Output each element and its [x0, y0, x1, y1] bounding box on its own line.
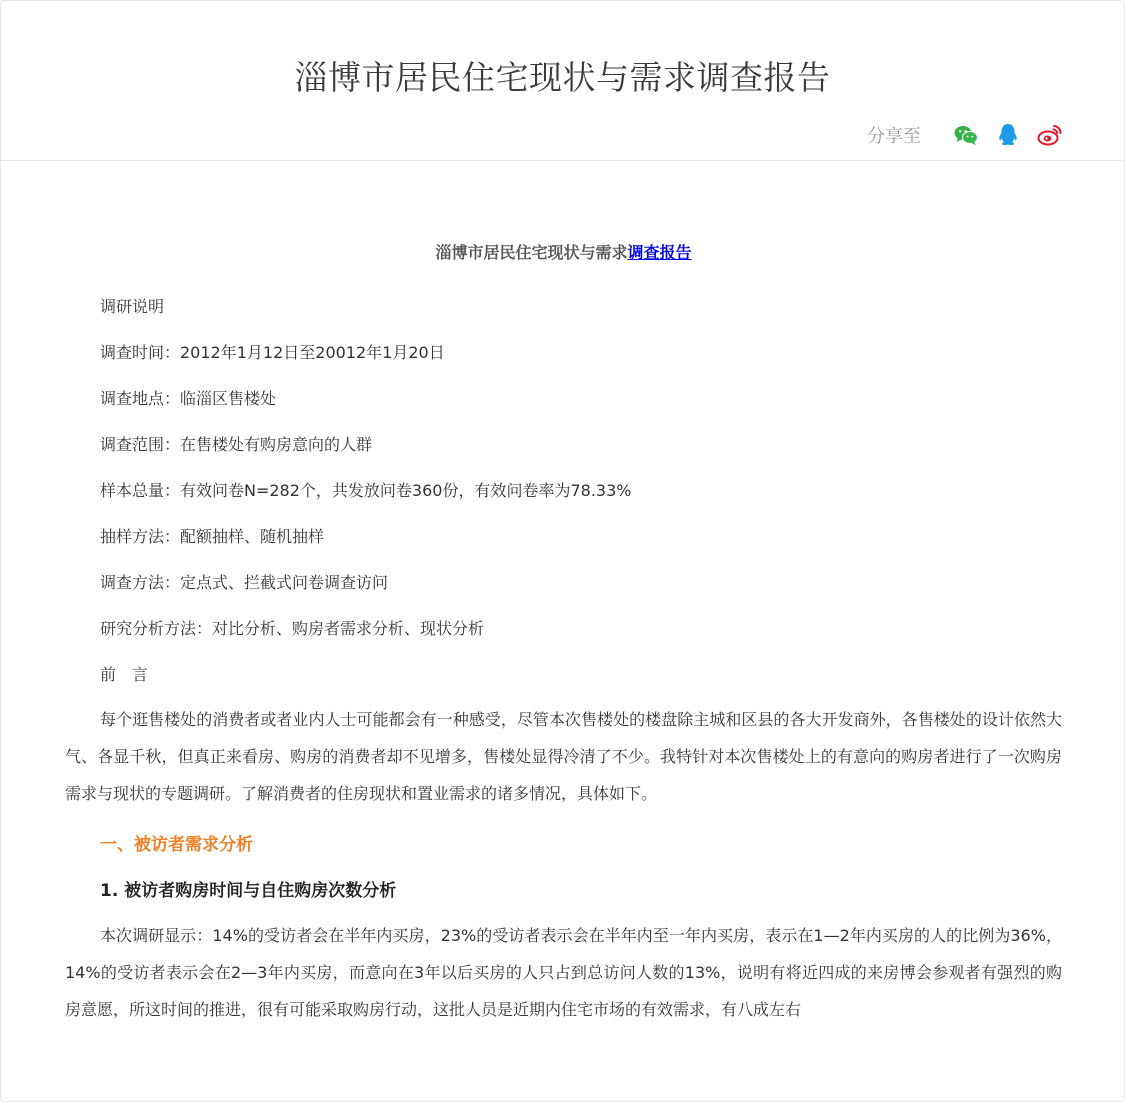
preface-heading: 前言	[100, 665, 165, 684]
wechat-icon[interactable]	[953, 122, 979, 148]
report-link[interactable]: 调查报告	[627, 243, 692, 262]
page-header	[0, 0, 1125, 161]
analysis-method: 研究分析方法：对比分析、购房者需求分析、现状分析	[100, 619, 485, 638]
survey-intro-heading: 调研说明	[100, 297, 165, 316]
section-heading: 一、被访者需求分析	[100, 835, 253, 855]
share-label: 分享至	[867, 126, 921, 147]
subsection-heading: 1. 被访者购房时间与自住购房次数分析	[100, 881, 397, 901]
survey-time: 调查时间：2012年1月12日至20012年1月20日	[100, 343, 445, 362]
share-bar	[867, 120, 1063, 150]
survey-method: 调查方法：定点式、拦截式问卷调查访问	[100, 573, 389, 592]
weibo-icon[interactable]	[1037, 122, 1063, 148]
sample-total: 样本总量：有效问卷N=282个，共发放问卷360份，有效问卷率为78.33%	[100, 481, 632, 500]
intro-paragraph: 每个逛售楼处的消费者或者业内人士可能都会有一种感受，尽管本次售楼处的楼盘除主城和区县的各大开发商外，各售楼处的设计依然大气、各显千秋，但真正来看房、购房的消费者却不见增多，售楼处显得冷清了不少。我特针对本次售楼处上的有意向的购房者进行了一次购房需求与现状的专题调研。了解消费者的住房现状和置业需求的诸多情况，具体如下。	[65, 710, 1062, 803]
article-body	[65, 238, 1062, 1038]
sampling-method: 抽样方法：配额抽样、随机抽样	[100, 527, 325, 546]
survey-scope: 调查范围：在售楼处有购房意向的人群	[100, 435, 373, 454]
page-title: 淄博市居民住宅现状与需求调查报告	[294, 58, 831, 97]
analysis-paragraph: 本次调研显示：14%的受访者会在半年内买房，23%的受访者表示会在半年内至一年内买房，表示在1—2年内买房的人的比例为36%，14%的受访者表示会在2—3年内买房，而意向在3年以后买房的人只占到总访问人数的13%，说明有将近四成的来房博会参观者有强烈的购房意愿，所这时间的推进，很有可能采取购房行动，这批人员是近期内住宅市场的有效需求，有八成左右	[65, 926, 1062, 1019]
qq-icon[interactable]	[995, 122, 1021, 148]
survey-location: 调查地点：临淄区售楼处	[100, 389, 277, 408]
article-title	[65, 238, 1062, 268]
article-title-text: 淄博市居民住宅现状与需求	[435, 243, 628, 262]
